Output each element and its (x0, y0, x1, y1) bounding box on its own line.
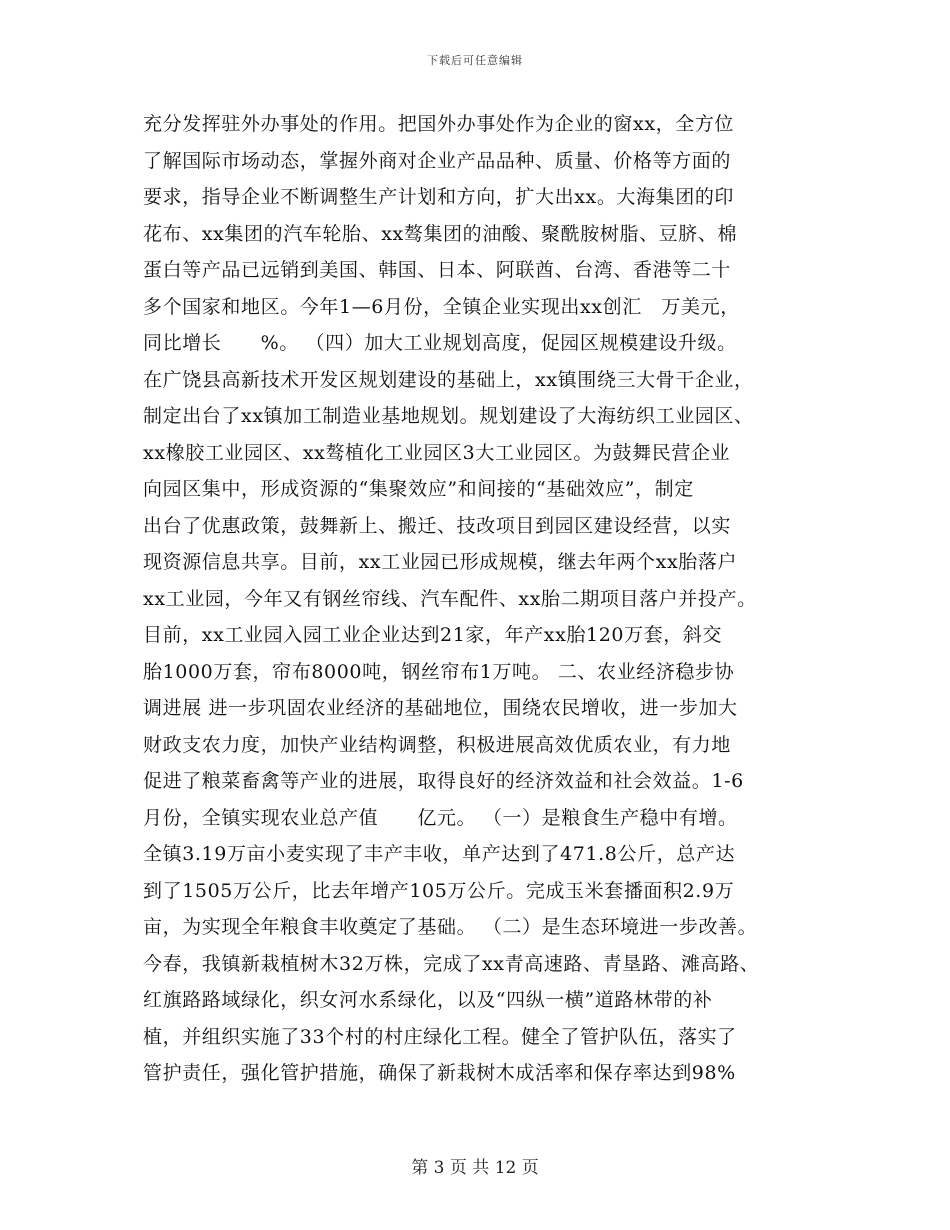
text-line: 财政支农力度，加快产业结构调整，积极进展高效优质农业，有力地 (143, 733, 732, 756)
text-line: 胎1000万套，帘布8000吨，钢丝帘布1万吨。 二、农业经济稳步协 (143, 660, 735, 683)
page-header: 下载后可任意编辑 (427, 54, 523, 67)
text-line: 调进展 进一步巩固农业经济的基础地位，围绕农民增收，进一步加大 (143, 697, 738, 719)
text-line: 向园区集中，形成资源的“集聚效应”和间接的“基础效应”，制定 (143, 478, 694, 500)
text-line: 管护责任，强化管护措施，确保了新栽树木成活率和保存率达到98% (143, 1062, 736, 1084)
text-line: 制定出台了xx镇加工制造业基地规划。规划建设了大海纺织工业园区、 (143, 405, 754, 427)
text-line: 到了1505万公斤，比去年增产105万公斤。完成玉米套播面积2.9万 (143, 879, 735, 902)
text-line: 目前，xx工业园入园工业企业达到21家，年产xx胎120万套，斜交 (143, 624, 723, 646)
document-body (143, 106, 843, 1092)
page-footer: 第 3 页 共 12 页 (411, 1158, 539, 1178)
text-line: xx橡胶工业园区、xx骜植化工业园区3大工业园区。为鼓舞民营企业 (143, 441, 731, 464)
text-line: xx工业园，今年又有钢丝帘线、汽车配件、xx胎二期项目落户并投产。 (143, 587, 757, 610)
text-line: 了解国际市场动态，掌握外商对企业产品品种、质量、价格等方面的 (143, 149, 732, 172)
text-line: 全镇3.19万亩小麦实现了丰产丰收，单产达到了471.8公斤，总产达 (143, 843, 736, 865)
text-line: 多个国家和地区。今年1—6月份，全镇企业实现出xx创汇 万美元， (143, 295, 740, 318)
text-line: 花布、xx集团的汽车轮胎、xx骜集团的油酸、聚酰胺树脂、豆脐、棉 (143, 222, 738, 245)
text-line: 促进了粮菜畜禽等产业的进展，取得良好的经济效益和社会效益。1-6 (143, 770, 744, 792)
text-line: 现资源信息共享。目前，xx工业园已形成规模，继去年两个xx胎落户 (143, 551, 738, 573)
text-line: 出台了优惠政策，鼓舞新上、搬迁、技改项目到园区建设经营，以实 (143, 514, 732, 537)
text-line: 蛋白等产品已远销到美国、韩国、日本、阿联酋、台湾、香港等二十 (143, 259, 732, 281)
text-line: 要求，指导企业不断调整生产计划和方向，扩大出xx。大海集团的印 (143, 186, 735, 208)
text-line: 亩，为实现全年粮食丰收奠定了基础。 （二）是生态环境进一步改善。 (143, 916, 758, 938)
text-line: 今春，我镇新栽植树木32万株，完成了xx青高速路、青垦路、滩高路、 (143, 952, 760, 975)
text-line: 在广饶县高新技术开发区规划建设的基础上，xx镇围绕三大骨干企业， (143, 368, 754, 391)
text-line: 同比增长 %。 （四）加大工业规划高度，促园区规模建设升级。 (143, 332, 737, 354)
text-line: 月份，全镇实现农业总产值 亿元。 （一）是粮食生产稳中有增。 (143, 806, 738, 829)
text-line: 红旗路路域绿化，织女河水系绿化，以及“四纵一横”道路林带的补 (143, 989, 713, 1011)
text-line: 植，并组织实施了33个村的村庄绿化工程。健全了管护队伍，落实了 (143, 1025, 737, 1048)
text-line: 充分发挥驻外办事处的作用。把国外办事处作为企业的窗xx，全方位 (143, 113, 735, 135)
